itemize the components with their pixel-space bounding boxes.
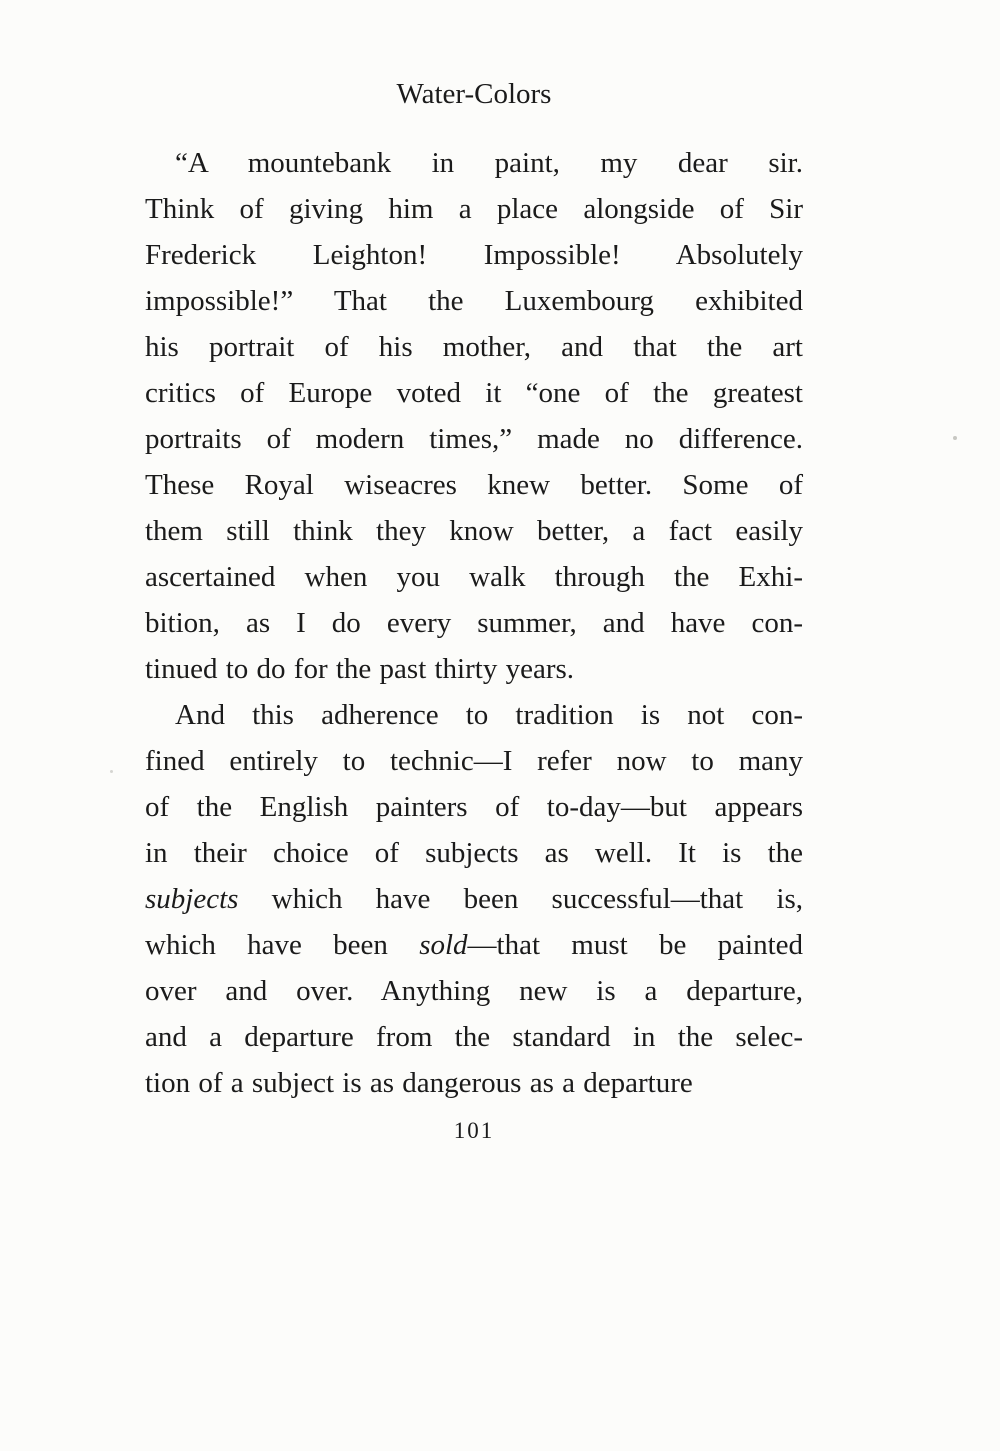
- text-line: ascertained when you walk through the Exhi-: [145, 561, 803, 593]
- text-line: tinued to do for the past thirty years.: [145, 653, 575, 685]
- text-line: subjects which have been successful—that is,: [145, 883, 803, 915]
- text-line: bition, as I do every summer, and have con-: [145, 607, 803, 639]
- page-text: [145, 140, 803, 1106]
- text-line: and a departure from the standard in the selec-: [145, 1021, 803, 1053]
- paragraph: [145, 140, 803, 692]
- text-line: of the English painters of to-day—but appears: [145, 791, 803, 823]
- scan-speck: [953, 436, 957, 440]
- text-line: over and over. Anything new is a departure,: [145, 975, 803, 1007]
- text-line: impossible!” That the Luxembourg exhibited: [145, 285, 803, 317]
- text-line: portraits of modern times,” made no difference.: [145, 423, 803, 455]
- scan-speck: [110, 770, 113, 773]
- text-line: them still think they know better, a fact easily: [145, 515, 803, 547]
- text-line: fined entirely to technic—I refer now to many: [145, 745, 803, 777]
- running-header: Water-Colors: [396, 78, 552, 110]
- text-line: “A mountebank in paint, my dear sir.: [175, 147, 803, 179]
- text-line: critics of Europe voted it “one of the greatest: [145, 377, 803, 409]
- text-line: in their choice of subjects as well. It is the: [145, 837, 803, 869]
- paragraph: [145, 692, 803, 1106]
- text-line: tion of a subject is as dangerous as a departure: [145, 1067, 693, 1099]
- text-line: And this adherence to tradition is not con-: [175, 699, 803, 731]
- text-line: which have been sold—that must be painted: [145, 929, 803, 961]
- text-line: Think of giving him a place alongside of Sir: [145, 193, 803, 225]
- text-line: his portrait of his mother, and that the art: [145, 331, 803, 363]
- text-line: Frederick Leighton! Impossible! Absolutely: [145, 239, 803, 271]
- page-number: 101: [453, 1118, 495, 1143]
- text-line: These Royal wiseacres knew better. Some of: [145, 469, 803, 501]
